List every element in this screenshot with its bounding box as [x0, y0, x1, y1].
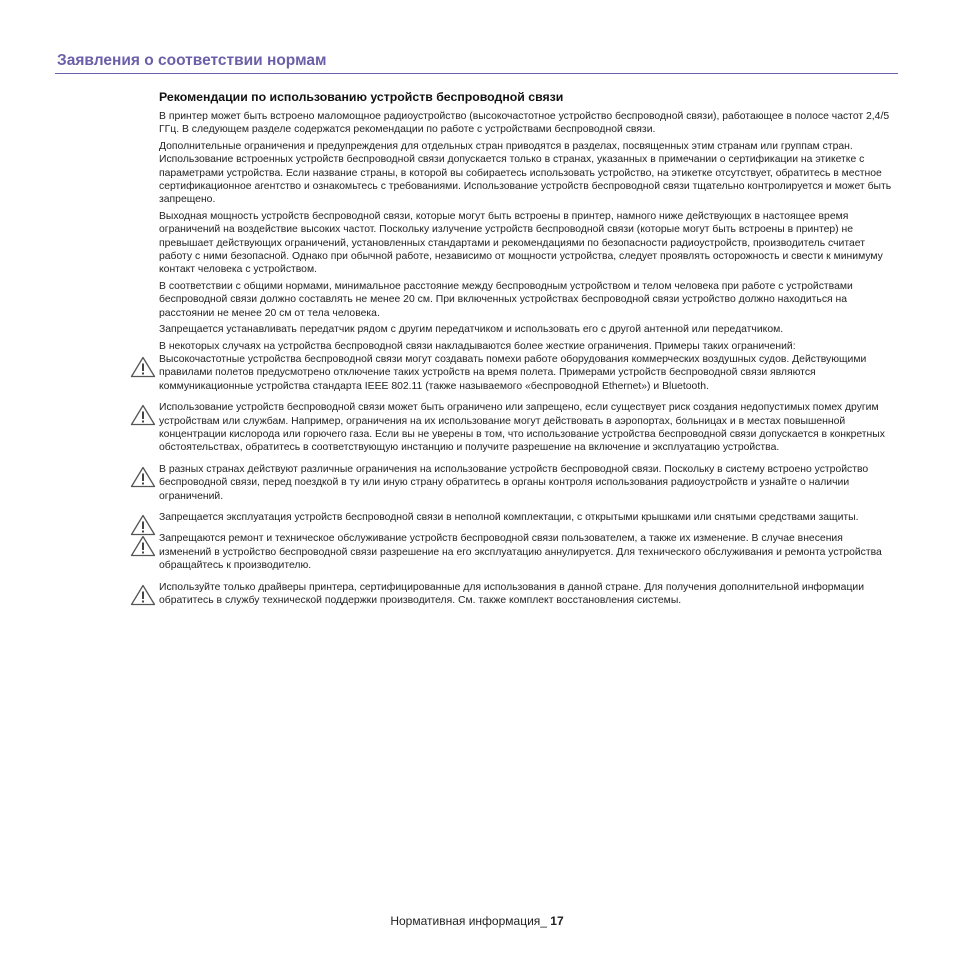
page-footer: [0, 914, 954, 928]
warning-item: [130, 463, 897, 503]
warning-triangle-icon: [130, 584, 156, 606]
paragraph-4: В соответствии с общими нормами, минимальное расстояние между беспроводным устройством и телом человека при работе с устройствами беспроводной связи должно составлять не менее 20 см. При включенных устройствах беспроводной связи устройство должно находиться на расстоянии не менее 20 см от тела человека.: [159, 280, 853, 319]
footer-label: Нормативная информация_: [390, 914, 547, 928]
warning-text: Использование устройств беспроводной связи может быть ограничено или запрещено, если существует риск создания недопустимых помех другим устройствам или службам. Например, ограничения на их использование могут действовать в аэропортах, больницах и в местах повышенной концентрации кислорода или горючего газа. Если вы не уверены в том, что использование устройства беспроводной связи допускается в конкретных обстоятельствах, обратитесь в соответствующую инстанцию и получите разрешение на включение и эксплуатацию устройства.: [159, 402, 885, 454]
paragraph-5: Запрещается устанавливать передатчик рядом с другим передатчиком и использовать его с другой антенной или передатчиком.: [159, 324, 784, 336]
warning-text: Высокочастотные устройства беспроводной связи могут создавать помехи работе оборудования коммерческих воздушных судов. Действующими правилами полетов предусмотрено отключение таких устройств на время полета. Примерами устройств беспроводной связи являются коммуникационные устройства стандарта IEEE 802.11 (также называемого «беспроводной Ethernet») и Bluetooth.: [159, 354, 867, 392]
warning-item: [130, 353, 897, 393]
warning-item: [130, 581, 897, 608]
warning-text: В разных странах действуют различные ограничения на использование устройств беспроводной связи. Поскольку в систему встроено устройство беспроводной связи, перед поездкой в ту или иную страну обратитесь в органы контроля использования радиоустройств и узнайте о наличии ограничений.: [159, 463, 869, 502]
paragraph-3: Выходная мощность устройств беспроводной связи, которые могут быть встроены в принтер, намного ниже действующих в настоящее время ограничений на воздействие высоких частот. Поскольку излучение устройств беспроводной связи (которые могут быть встроены в принтер) не превышает действующих ограничений, установленных стандартами и рекомендациями по безопасности радиоустройств, производитель считает работу с ними безопасной. Однако при обычной работе, независимо от мощности устройства, следует проявлять осторожность и свести к минимуму контакт человека с устройством.: [159, 210, 883, 276]
section-heading: Рекомендации по использованию устройств беспроводной связи: [159, 90, 564, 104]
warning-item: [130, 532, 897, 572]
warning-triangle-icon: [130, 404, 156, 426]
page-number: 17: [550, 914, 564, 928]
warning-triangle-icon: [130, 466, 156, 488]
paragraph-6: В некоторых случаях на устройства беспроводной связи накладываются более жесткие ограничения. Примеры таких ограничений:: [159, 340, 796, 352]
warnings-list: [130, 353, 897, 616]
warning-item: [130, 401, 897, 455]
header-divider: [55, 73, 898, 74]
main-content: [159, 89, 897, 356]
warning-text: Используйте только драйверы принтера, сертифицированные для использования в данной стране. Для получения дополнительной информации обратитесь в службу технической поддержки производителя. См. также комплект восстановления системы.: [159, 581, 865, 607]
warning-text: Запрещаются ремонт и техническое обслуживание устройств беспроводной связи пользователем, а также их изменение. В случае внесения изменений в устройство беспроводной связи разрешение на его эксплуатацию аннулируется. Для технического обслуживания и ремонта устройства обращайтесь к производителю.: [159, 533, 882, 572]
paragraph-1: В принтер может быть встроено маломощное радиоустройство (высокочастотное устройство беспроводной связи), работающее в полосе частот 2,4/5 ГГц. В следующем разделе содержатся рекомендации по работе с устройствами беспроводной связи.: [159, 111, 890, 136]
warning-triangle-icon: [130, 535, 156, 557]
warning-item: [130, 511, 897, 524]
warning-text: Запрещается эксплуатация устройств беспроводной связи в неполной комплектации, с открытыми крышками или снятыми средствами защиты.: [159, 512, 859, 524]
warning-triangle-icon: [130, 356, 156, 378]
paragraph-2: Дополнительные ограничения и предупреждения для отдельных стран приводятся в разделах, посвященных этим странам или группам стран. Использование встроенных устройств беспроводной связи допускается только в странах, указанных в примечании о сертификации на этикетке с параметрами устройства. Если название страны, в которой вы собираетесь использовать устройство, на этикетке отсутствует, обратитесь в местное сертификационное агентство и ознакомьтесь с требованиями. Использование устройств беспроводной связи тщательно контролируется и может быть запрещено.: [159, 140, 892, 206]
page-title: Заявления о соответствии нормам: [57, 52, 327, 69]
